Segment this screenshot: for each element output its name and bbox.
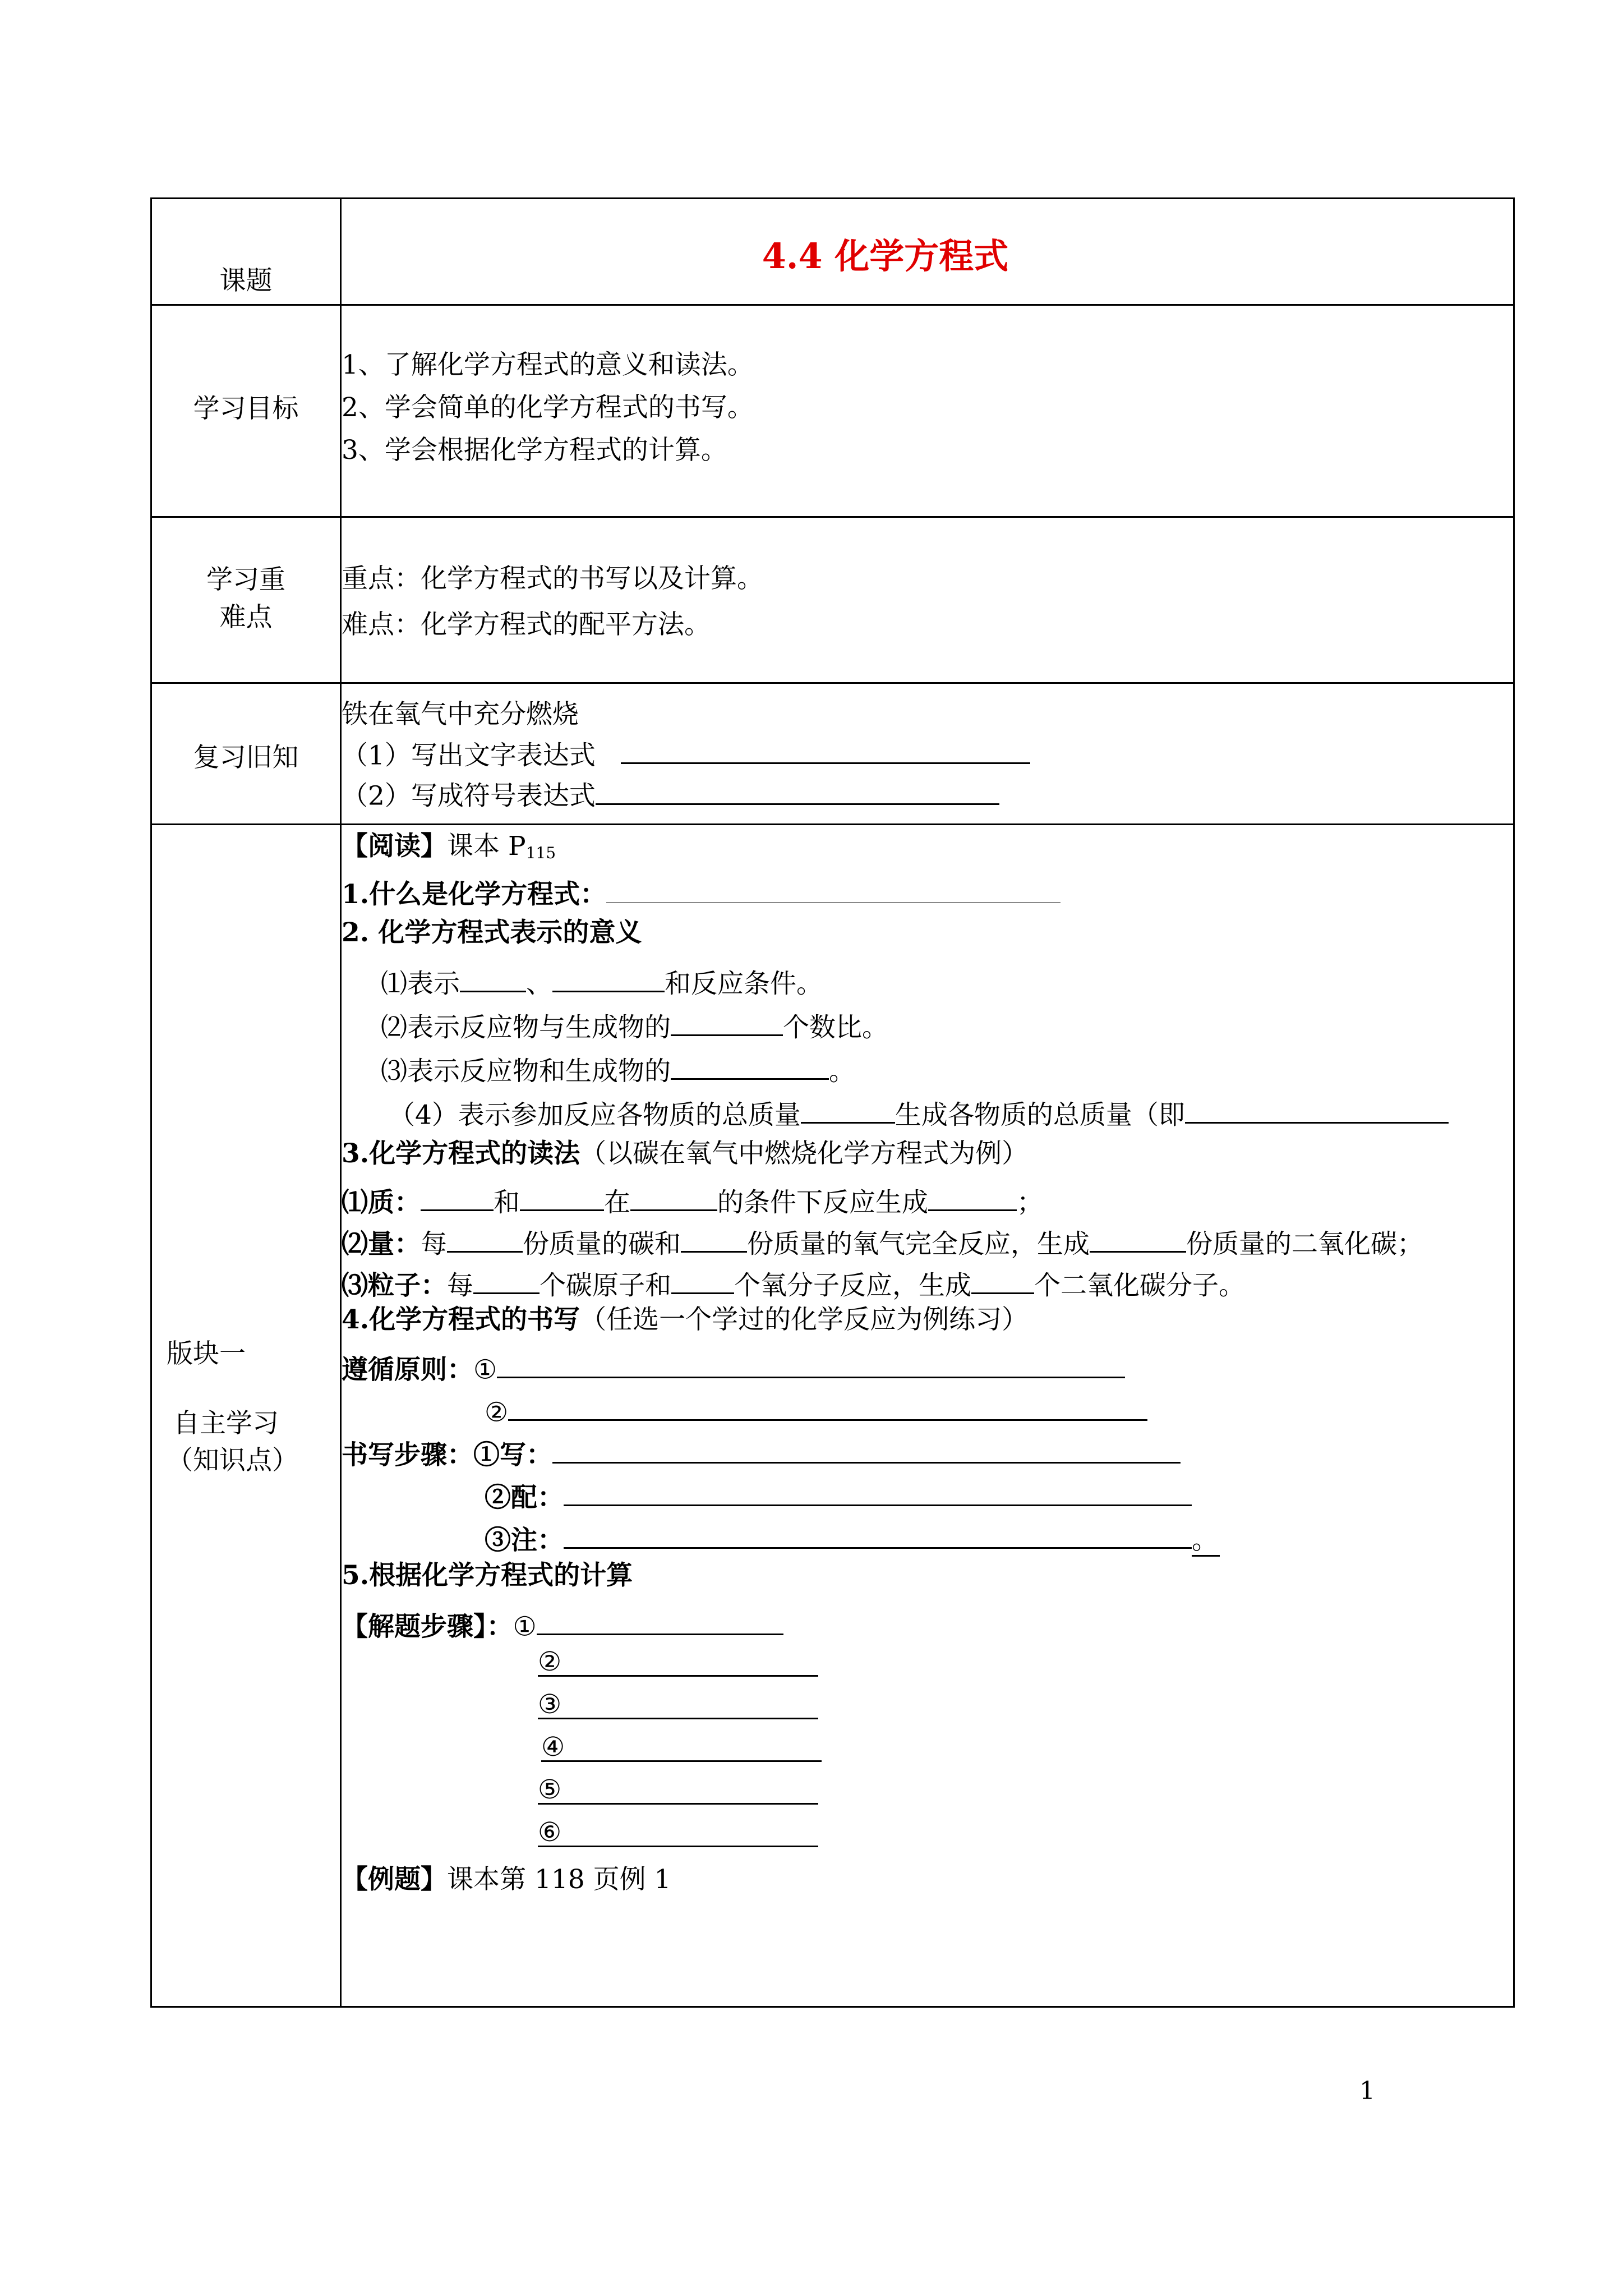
- steps-label: 书写步骤：: [342, 1439, 473, 1471]
- answer-blank[interactable]: [1185, 1094, 1449, 1124]
- answer-blank-end: 。: [1192, 1527, 1220, 1556]
- principle-1: [342, 1349, 1513, 1392]
- question-2: 2. 化学方程式表示的意义: [342, 917, 642, 948]
- reading-quantity: [342, 1223, 1513, 1265]
- answer-blank[interactable]: [564, 1520, 1192, 1549]
- review-label-cell: [151, 683, 341, 825]
- example-bracket: 【例题】: [342, 1864, 447, 1895]
- answer-blank[interactable]: [1090, 1223, 1186, 1253]
- topic-row: [151, 199, 1514, 305]
- step-annotate: [342, 1520, 1513, 1562]
- meaning-2-end: 个数比。: [783, 1012, 888, 1043]
- reading-quantity-end: 份质量的二氧化碳；: [1186, 1228, 1423, 1260]
- keypoints-label-cell: [151, 517, 341, 683]
- keypoints-label-line: 难点: [219, 601, 273, 633]
- principle-marker: ②: [485, 1397, 509, 1428]
- question-1: [342, 876, 1513, 919]
- question-3-note: （以碳在氧气中燃烧化学方程式为例）: [580, 1138, 1029, 1169]
- solve-step-5: [342, 1774, 1513, 1819]
- reading-quantity-text: 每: [421, 1228, 447, 1260]
- answer-blank[interactable]: [520, 1182, 604, 1211]
- page-title: 4.4 化学方程式: [762, 236, 1009, 277]
- question-4-note: （任选一个学过的化学反应为例练习）: [580, 1304, 1029, 1335]
- solve-step-marker: ⑤: [538, 1774, 562, 1805]
- reading-quality-text: 和: [494, 1187, 520, 1218]
- step-annotate-label: ③注：: [485, 1525, 564, 1556]
- answer-blank[interactable]: [671, 1007, 783, 1036]
- meaning-4-text: （4）表示参加反应各物质的总质量: [389, 1099, 801, 1131]
- focus-point: 重点：化学方程式的书写以及计算。: [342, 563, 763, 594]
- answer-blank[interactable]: [460, 963, 526, 992]
- reading-page-sub: 115: [525, 844, 556, 862]
- reading-quality-text: 的条件下反应生成: [717, 1187, 928, 1218]
- answer-blank[interactable]: [606, 876, 1061, 903]
- meaning-3-end: 。: [829, 1056, 855, 1087]
- reading-particle-text: 个碳原子和: [540, 1270, 671, 1301]
- reading-quality-end: ；: [1017, 1187, 1043, 1218]
- topic-label-cell: [151, 199, 341, 305]
- reading-quantity-text: 份质量的碳和: [523, 1228, 681, 1260]
- meaning-1: [342, 963, 1513, 1007]
- solve-step-3: [342, 1691, 1513, 1734]
- principle-2: [342, 1392, 1513, 1434]
- reading-bracket: 【阅读】: [342, 831, 447, 862]
- solve-step-marker: ①: [513, 1611, 537, 1642]
- answer-blank[interactable]: [801, 1094, 895, 1124]
- reading-particle-text: 个氧分子反应，生成: [734, 1270, 971, 1301]
- meaning-2-text: ⑵表示反应物与生成物的: [381, 1012, 671, 1043]
- step-balance-label: ②配：: [485, 1482, 564, 1513]
- keypoints-label-line: 学习重: [206, 564, 285, 595]
- solve-step-1: [342, 1606, 1513, 1649]
- answer-blank[interactable]: [447, 1223, 523, 1253]
- answer-blank[interactable]: [541, 1734, 822, 1762]
- step-balance: [342, 1477, 1513, 1520]
- section-label: 版块一: [167, 1338, 246, 1369]
- answer-blank[interactable]: [928, 1182, 1017, 1211]
- reading-particle-label: ⑶粒子：: [342, 1270, 447, 1301]
- review-heading: 铁在氧气中充分燃烧: [342, 699, 579, 730]
- reading-particle-end: 个二氧化碳分子。: [1034, 1270, 1245, 1301]
- meaning-3: [342, 1051, 1513, 1094]
- answer-blank[interactable]: [538, 1646, 818, 1677]
- reading-particle-text: 每: [447, 1270, 473, 1301]
- question-4: [342, 1306, 1513, 1349]
- reading-text: 课本 P: [447, 831, 526, 862]
- example-text: 课本第 118 页例 1: [447, 1864, 671, 1895]
- question-4-text: 4.化学方程式的书写: [342, 1304, 580, 1335]
- step-write: [342, 1434, 1513, 1477]
- meaning-1-text: ⑴表示: [381, 968, 460, 1000]
- answer-blank[interactable]: [596, 775, 999, 804]
- principle-label: 遵循原则：: [342, 1354, 473, 1386]
- reading-particle: [342, 1265, 1513, 1306]
- answer-blank[interactable]: [473, 1265, 540, 1294]
- example-line: [342, 1866, 1513, 1909]
- review-q1: （1）写出文字表达式: [342, 739, 596, 771]
- question-3-text: 3.化学方程式的读法: [342, 1138, 580, 1169]
- meaning-4: [342, 1094, 1513, 1140]
- study-cell: [341, 825, 1514, 2007]
- objectives-cell: [341, 305, 1514, 517]
- meaning-2: [342, 1007, 1513, 1051]
- answer-blank[interactable]: [537, 1606, 783, 1635]
- page-number: 1: [1359, 2077, 1375, 2105]
- reading-line: [342, 833, 1513, 876]
- answer-blank[interactable]: [971, 1265, 1034, 1294]
- answer-blank[interactable]: [538, 1691, 818, 1719]
- question-1-text: 1.什么是化学方程式：: [342, 879, 607, 910]
- keypoints-cell: [341, 517, 1514, 683]
- objective-item: 1、了解化学方程式的意义和读法。: [342, 349, 754, 380]
- solve-step-marker: ③: [538, 1689, 562, 1720]
- solve-step-4: [342, 1734, 1513, 1777]
- review-q2: （2）写成符号表达式: [342, 780, 596, 812]
- answer-blank[interactable]: [630, 1182, 717, 1211]
- objectives-label-cell: [151, 305, 341, 517]
- solve-step-marker: ⑥: [538, 1817, 562, 1848]
- answer-blank[interactable]: [671, 1051, 829, 1080]
- study-row: [151, 825, 1514, 2007]
- answer-blank[interactable]: [681, 1223, 747, 1253]
- answer-blank[interactable]: [552, 963, 665, 992]
- meaning-4-mid: 生成各物质的总质量（即: [895, 1099, 1185, 1131]
- answer-blank[interactable]: [538, 1819, 818, 1847]
- solve-step-marker: ②: [538, 1646, 562, 1677]
- topic-title-cell: [341, 199, 1514, 305]
- solve-step-6: [342, 1819, 1513, 1866]
- section-label: （知识点）: [167, 1444, 298, 1476]
- study-label-cell: [151, 825, 341, 2007]
- step-write-label: ①写：: [473, 1439, 552, 1471]
- reading-quality: [342, 1182, 1513, 1223]
- keypoints-row: [151, 517, 1514, 683]
- answer-blank[interactable]: [564, 1477, 1192, 1506]
- answer-blank[interactable]: [621, 735, 1030, 764]
- answer-blank[interactable]: [497, 1349, 1125, 1378]
- reading-quantity-text: 份质量的氧气完全反应，生成: [747, 1228, 1090, 1260]
- objective-item: 3、学会根据化学方程式的计算。: [342, 435, 727, 466]
- reading-quantity-label: ⑵量：: [342, 1228, 421, 1260]
- reading-quality-label: ⑴质：: [342, 1187, 421, 1218]
- answer-blank[interactable]: [421, 1182, 494, 1211]
- review-row: [151, 683, 1514, 825]
- reading-quality-text: 在: [604, 1187, 630, 1218]
- answer-blank[interactable]: [538, 1774, 818, 1805]
- question-5: 5.根据化学方程式的计算: [342, 1560, 633, 1591]
- solve-steps-label: 【解题步骤】：: [342, 1611, 513, 1642]
- objectives-label: 学习目标: [193, 393, 299, 424]
- principle-marker: ①: [473, 1354, 497, 1386]
- lesson-plan-table: [150, 197, 1515, 2008]
- solve-step-2: [342, 1646, 1513, 1691]
- answer-blank[interactable]: [671, 1265, 734, 1294]
- meaning-1-end: 和反应条件。: [665, 968, 823, 1000]
- section-label: 自主学习: [173, 1407, 279, 1439]
- answer-blank[interactable]: [508, 1392, 1147, 1421]
- review-cell: [341, 683, 1514, 825]
- question-3: [342, 1140, 1513, 1182]
- review-label: 复习旧知: [193, 742, 299, 773]
- topic-label: 课题: [219, 265, 273, 296]
- meaning-3-text: ⑶表示反应物和生成物的: [381, 1056, 671, 1087]
- meaning-1-sep: 、: [526, 968, 552, 1000]
- answer-blank[interactable]: [552, 1434, 1181, 1464]
- objective-item: 2、学会简单的化学方程式的书写。: [342, 392, 754, 424]
- objectives-row: [151, 305, 1514, 517]
- difficult-point: 难点：化学方程式的配平方法。: [342, 609, 711, 641]
- solve-step-marker: ④: [541, 1732, 565, 1763]
